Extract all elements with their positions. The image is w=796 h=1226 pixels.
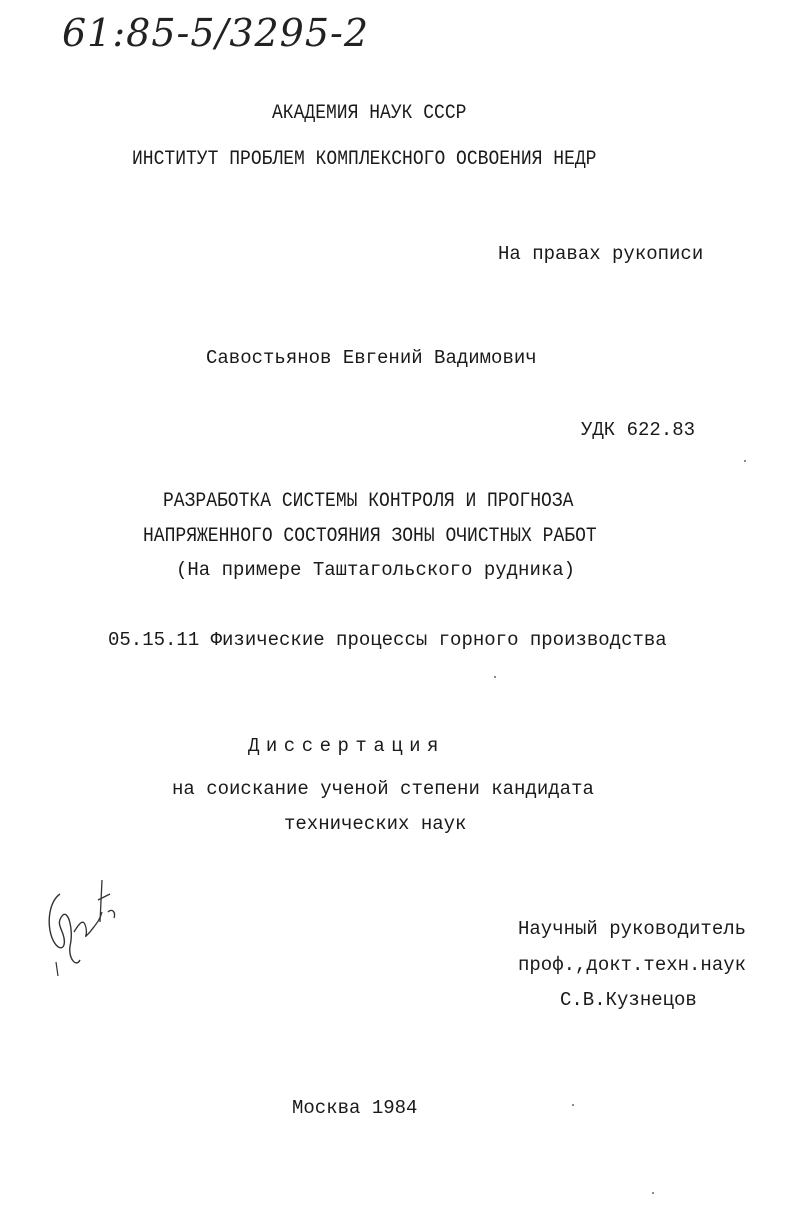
- author-name: Савостьянов Евгений Вадимович: [206, 347, 537, 369]
- advisor-name: С.В.Кузнецов: [560, 989, 697, 1011]
- institute-name: ИНСТИТУТ ПРОБЛЕМ КОМПЛЕКСНОГО ОСВОЕНИЯ НЕДР: [132, 148, 597, 171]
- place-and-year: Москва 1984: [292, 1097, 418, 1119]
- academy-name: АКАДЕМИЯ НАУК СССР: [272, 102, 467, 125]
- dissertation-label: Диссертация: [248, 735, 445, 757]
- title-line-3: (На примере Таштагольского рудника): [176, 559, 576, 581]
- scan-speck: [744, 460, 746, 462]
- handwritten-catalog-number: 61:85-5/3295-2: [62, 11, 370, 55]
- scan-speck: [652, 1192, 654, 1194]
- scan-speck: [572, 1104, 574, 1106]
- manuscript-note: На правах рукописи: [498, 243, 704, 265]
- degree-line-2: технических наук: [284, 813, 467, 835]
- title-line-2: НАПРЯЖЕННОГО СОСТОЯНИЯ ЗОНЫ ОЧИСТНЫХ РАБОТ: [143, 525, 597, 548]
- signature-icon: [40, 872, 130, 982]
- advisor-role: Научный руководитель: [518, 918, 747, 940]
- advisor-degree: проф.,докт.техн.наук: [518, 954, 747, 976]
- title-line-1: РАЗРАБОТКА СИСТЕМЫ КОНТРОЛЯ И ПРОГНОЗА: [163, 490, 574, 513]
- degree-line-1: на соискание ученой степени кандидата: [172, 778, 594, 800]
- udc-code: УДК 622.83: [581, 419, 696, 441]
- specialty-code: 05.15.11 Физические процессы горного производства: [108, 629, 667, 651]
- scan-speck: [494, 676, 496, 678]
